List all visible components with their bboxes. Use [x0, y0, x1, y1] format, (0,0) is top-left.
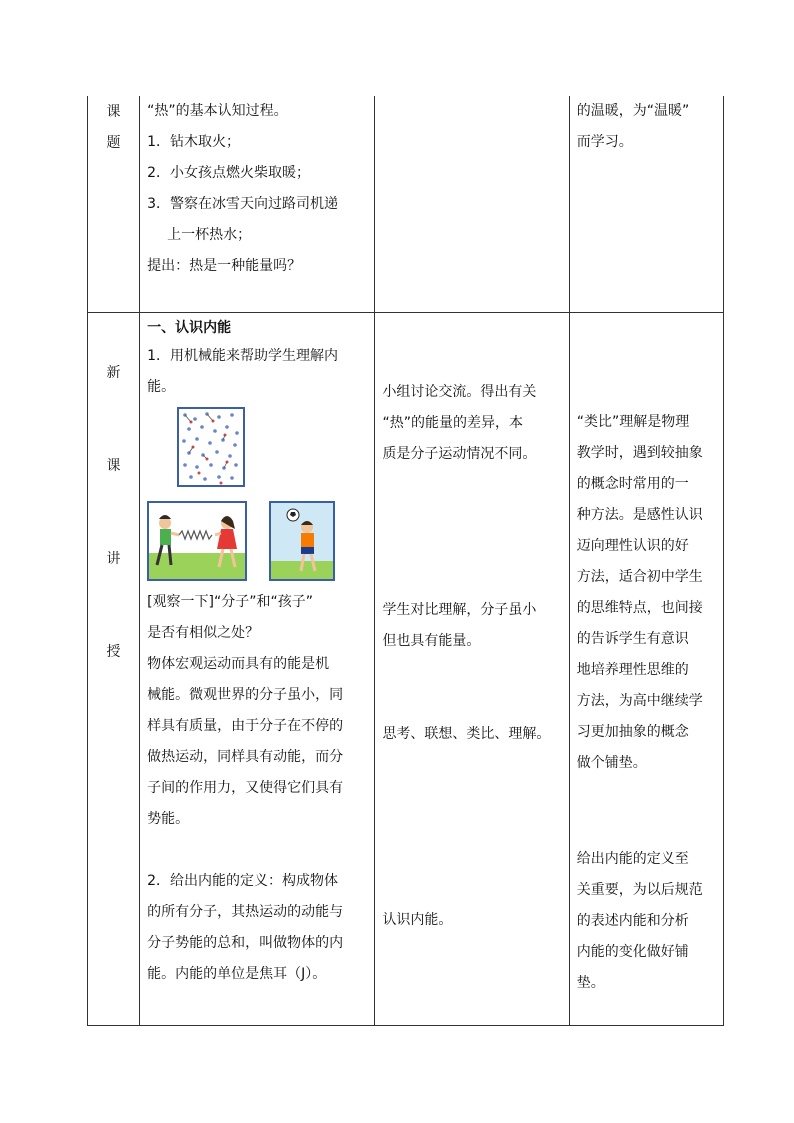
- picture-row: [147, 501, 368, 581]
- intent-line: 的温暖，为“温暖”: [576, 103, 690, 119]
- intent-line: 给出内能的定义至: [576, 851, 689, 867]
- intent-line: 的告诉学生有意识: [576, 631, 689, 647]
- activity-line: 思考、联想、类比、理解。: [382, 726, 551, 742]
- content-line: 子间的作用力，又使得它们具有: [147, 780, 344, 796]
- topic-question: 提出：热是一种能量吗？: [147, 258, 302, 274]
- intent-line: 方法，为高中继续学: [576, 693, 703, 709]
- table-row-topic: [88, 96, 724, 313]
- intent-line: 的概念时常用的一: [576, 476, 689, 492]
- soccer-header-picture: [269, 501, 335, 581]
- intent-line: 做个铺垫。: [576, 755, 647, 771]
- label-char: 课: [106, 104, 121, 120]
- label-char: 讲: [106, 551, 121, 567]
- content-line: 分子势能的总和，叫做物体的内: [147, 935, 344, 951]
- intent-line: 垫。: [576, 975, 605, 991]
- content-line: 能。: [147, 379, 176, 395]
- content-line: 势能。: [147, 811, 190, 827]
- design-intent-cell: [569, 313, 723, 1026]
- topic-item: 1．钻木取火；: [147, 134, 240, 150]
- topic-activity-cell: [375, 96, 569, 313]
- content-line: 能。内能的单位是焦耳（J）。: [147, 966, 327, 982]
- topic-intro: “热”的基本认知过程。: [147, 103, 288, 119]
- tug-of-war-picture: [147, 501, 247, 581]
- row-label-topic: [88, 96, 140, 313]
- topic-item-continued: 上一杯热水；: [167, 227, 252, 243]
- intent-line: “类比”理解是物理: [576, 414, 690, 430]
- intent-line: 方法，适合初中学生: [576, 569, 703, 585]
- section-heading: 一、认识内能: [147, 320, 232, 336]
- content-line: 物体宏观运动而具有的能是机: [147, 656, 330, 672]
- content-line: 是否有相似之处？: [147, 625, 260, 641]
- intent-line: 的思维特点，也间接: [576, 600, 703, 616]
- intent-line: 习更加抽象的概念: [576, 724, 689, 740]
- intent-line: 种方法。是感性认识: [576, 507, 703, 523]
- topic-intent-cell: [569, 96, 723, 313]
- lesson-plan-table: [87, 96, 724, 1026]
- label-char: 授: [106, 644, 121, 660]
- activity-line: 学生对比理解，分子虽小: [382, 602, 537, 618]
- label-char: 新: [106, 365, 121, 381]
- activity-line: 小组讨论交流。得出有关: [382, 384, 537, 400]
- content-line: 样具有质量，由于分子在不停的: [147, 718, 344, 734]
- intent-line: 关重要，为以后规范: [576, 882, 703, 898]
- intent-line: 而学习。: [576, 134, 633, 150]
- row-label-new-lesson: [88, 313, 140, 1026]
- table-row-new-lesson: [88, 313, 724, 1026]
- activity-line: 但也具有能量。: [382, 633, 481, 649]
- topic-item: 3．警察在冰雪天向过路司机递: [147, 196, 338, 212]
- activity-line: 认识内能。: [382, 912, 453, 928]
- label-char: 课: [106, 458, 121, 474]
- content-line: 的所有分子，其热运动的动能与: [147, 904, 344, 920]
- label-char: 题: [106, 135, 121, 151]
- content-line: 械能。微观世界的分子虽小，同: [147, 687, 344, 703]
- topic-content-cell: [140, 96, 375, 313]
- intent-line: 内能的变化做好铺: [576, 944, 689, 960]
- intent-line: 教学时，遇到较抽象: [576, 445, 703, 461]
- content-line: 1．用机械能来帮助学生理解内: [147, 348, 338, 364]
- lesson-content-cell: [140, 313, 375, 1026]
- intent-line: 地培养理性思维的: [576, 662, 689, 678]
- activity-line: “热”的能量的差异，本: [382, 415, 523, 431]
- activity-line: 质是分子运动情况不同。: [382, 446, 537, 462]
- molecules-picture: [177, 407, 245, 487]
- content-line: 2．给出内能的定义：构成物体: [147, 873, 338, 889]
- content-line: 做热运动，同样具有动能，而分: [147, 749, 344, 765]
- intent-line: 迈向理性认识的好: [576, 538, 689, 554]
- content-line: [观察一下]“分子”和“孩子”: [147, 594, 314, 610]
- topic-item: 2．小女孩点燃火柴取暖；: [147, 165, 310, 181]
- student-activity-cell: [375, 313, 569, 1026]
- intent-line: 的表述内能和分析: [576, 913, 689, 929]
